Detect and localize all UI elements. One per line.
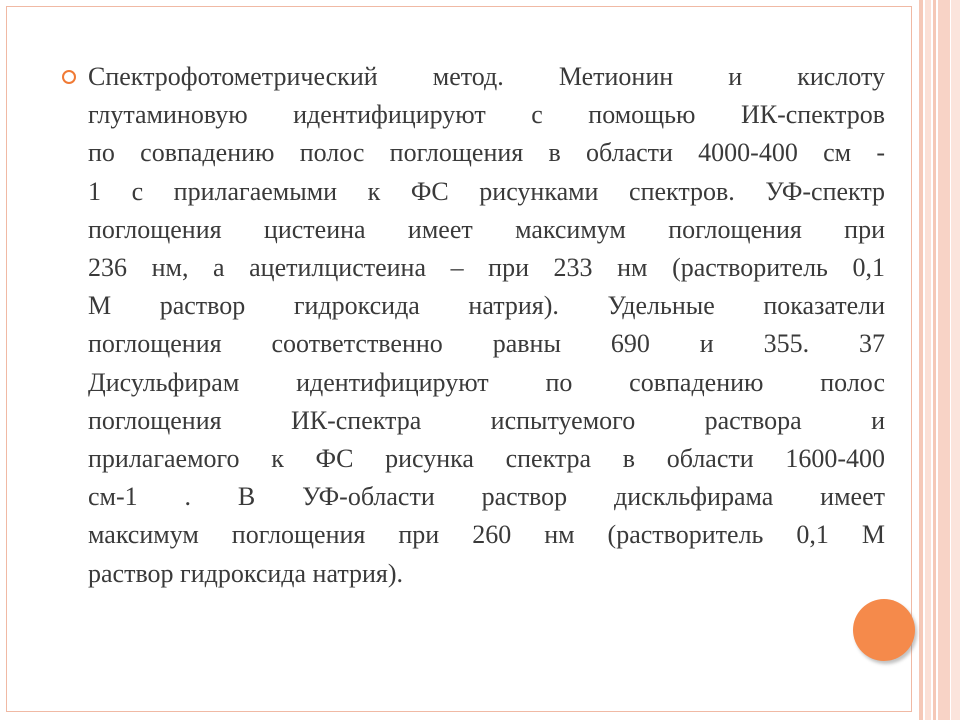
text-line: поглощения ИК-спектра испытуемого раствора и xyxy=(88,405,885,435)
text-line: поглощения цистеина имеет максимум поглощения при xyxy=(88,214,885,244)
stripe-3 xyxy=(933,0,936,720)
stripe-2 xyxy=(925,0,931,720)
text-line: Спектрофотометрический метод. Метионин и кислоту xyxy=(88,62,885,91)
text-line: 236 нм, а ацетилцистеина – при 233 нм (растворитель 0,1 xyxy=(88,253,885,283)
bullet-icon xyxy=(62,70,76,84)
accent-circle xyxy=(853,599,915,661)
stripe-4 xyxy=(938,0,950,720)
text-line: М раствор гидроксида натрия). Удельные показатели xyxy=(88,291,885,321)
stripe-1 xyxy=(919,0,923,720)
text-line: поглощения соответственно равны 690 и 355. 37 xyxy=(88,329,885,359)
stripe-5 xyxy=(951,0,960,720)
text-line: максимум поглощения при 260 нм (растворитель 0,1 М xyxy=(88,520,885,550)
text-line: прилагаемого к ФС рисунка спектра в области 1600-400 xyxy=(88,444,885,474)
text-line: Дисульфирам идентифицируют по совпадению полос xyxy=(88,367,885,397)
text-line: 1 с прилагаемыми к ФС рисунками спектров. УФ-спектр xyxy=(88,176,885,206)
body-text xyxy=(88,58,885,593)
text-line: раствор гидроксида натрия). xyxy=(88,558,404,588)
text-line: по совпадению полос поглощения в области 4000-400 см - xyxy=(88,138,885,168)
text-line: см-1 . В УФ-области раствор дискльфирама имеет xyxy=(88,482,885,512)
text-line: глутаминовую идентифицируют с помощью ИК-спектров xyxy=(88,100,885,130)
